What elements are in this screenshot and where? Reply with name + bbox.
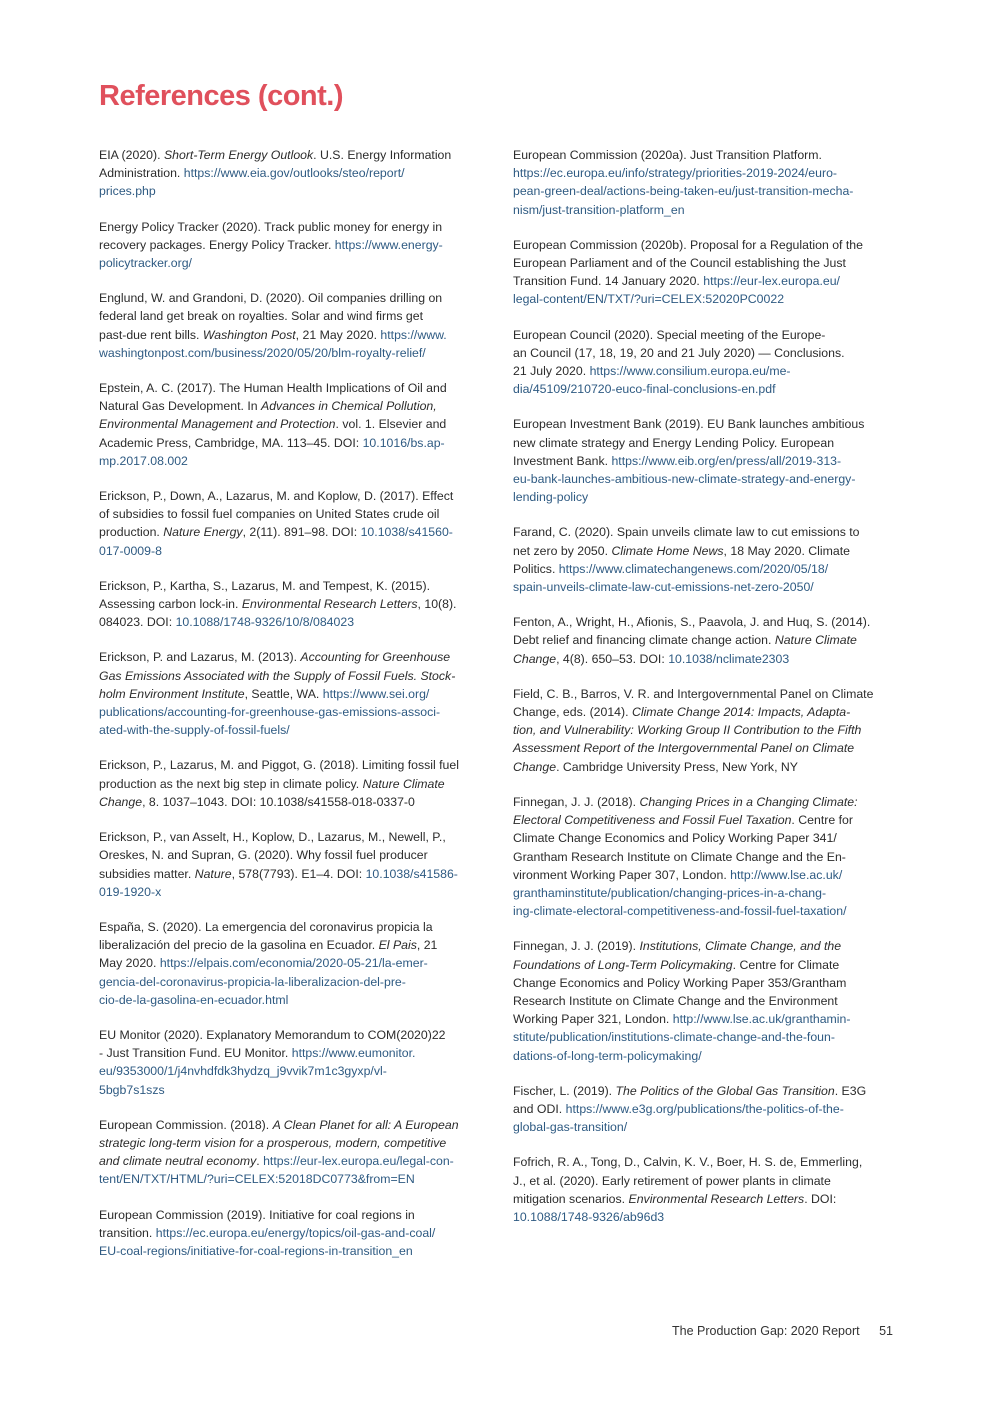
reference-entry [99, 146, 481, 201]
reference-text: . [256, 1154, 264, 1169]
reference-text: . Centre for Climate Change Economics and Policy Working Paper 353/Grantham Research Institute on Climate Change and the Environment Working Paper 321, London. [513, 957, 847, 1027]
reference-text: España, S. (2020). La emergencia del coronavirus propicia la liberalización del precio de la gasolina en Ecuador. [99, 919, 433, 953]
reference-title: The Politics of the Global Gas Transition [615, 1083, 835, 1098]
reference-text: Englund, W. and Grandoni, D. (2020). Oil companies drilling on federal land get break on royalties. Solar and wind firms get past-due rent bills. [99, 291, 443, 342]
reference-title: Institutions, Climate Change, and the Foundations of Long-Term Policymaking [513, 939, 842, 972]
reference-entry [99, 1206, 481, 1261]
reference-text: . Centre for Climate Change Economics and Policy Working Paper 341/ Grantham Research Institute on Climate Change and the En- vironment Working Paper 307, London. [513, 813, 853, 882]
reference-text: , Seattle, WA. [244, 686, 323, 701]
reference-text: Energy Policy Tracker (2020). Track public money for energy in recovery packages. Energy Policy Tracker. [99, 219, 443, 252]
reference-link[interactable]: https://ec.europa.eu/energy/topics/oil-gas-and-coal/ EU-coal-regions/initiative-for-coal-regions-in-transition_en [99, 1225, 436, 1258]
reference-text: European Council (2020). Special meeting of the Europe- an Council (17, 18, 19, 20 and 21 July 2020) — Conclusions. 21 July 2020. [513, 327, 845, 379]
reference-text: . E3G and ODI. [513, 1083, 867, 1116]
reference-link[interactable]: 10.1088/1748-9326/ab96d3 [513, 1209, 665, 1224]
reference-text: , 2(11). 891–98. DOI: [242, 525, 361, 540]
reference-link[interactable]: https://eur-lex.europa.eu/legal-con- tent/EN/TXT/HTML/?uri=CELEX:52018DC0773&from=EN [99, 1154, 454, 1187]
reference-text: Erickson, P., Kartha, S., Lazarus, M. and Tempest, K. (2015). Assessing carbon lock-in. [99, 578, 431, 612]
reference-entry [99, 577, 481, 632]
reference-link[interactable]: https://www.climatechangenews.com/2020/05/18/ spain-unveils-climate-law-cut-emissions-net-zero-2050/ [513, 561, 829, 595]
reference-text: Epstein, A. C. (2017). The Human Health Implications of Oil and Natural Gas Development. In [99, 381, 447, 414]
reference-link[interactable]: https://ec.europa.eu/info/strategy/priorities-2019-2024/euro- pean-green-deal/actions-being-taken-eu/just-transition-mecha- nism/just-transition-platform_en [513, 166, 854, 217]
reference-entry [99, 1026, 481, 1099]
reference-text: European Commission (2020a). Just Transition Platform. [513, 148, 822, 162]
references-left-column [99, 146, 481, 1277]
reference-text: , 10(8). 084023. DOI: [99, 597, 457, 630]
reference-link[interactable]: https://eur-lex.europa.eu/ legal-content/EN/TXT/?uri=CELEX:52020PC0022 [513, 274, 840, 307]
reference-entry [99, 756, 481, 811]
reference-link[interactable]: http://www.lse.ac.uk/granthamin- stitute/publication/institutions-climate-change-and-the-foun- dations-of-long-term-policymaking/ [513, 1012, 851, 1063]
reference-link[interactable]: https://www.e3g.org/publications/the-politics-of-the- global-gas-transition/ [513, 1101, 844, 1135]
reference-title: El Pais [378, 938, 417, 953]
reference-title: Environmental Research Letters [241, 597, 418, 612]
reference-text: European Investment Bank (2019). EU Bank launches ambitious new climate strategy and Energy Lending Policy. European Investment Bank. [513, 417, 865, 468]
reference-text: , 578(7793). E1–4. DOI: [231, 866, 366, 881]
reference-entry [99, 379, 481, 470]
reference-entry [99, 487, 481, 560]
reference-title: Accounting for Greenhouse Gas Emissions Associated with the Supply of Fossil Fuels. Stock- holm Environment Institute [99, 650, 456, 701]
reference-entry [513, 415, 895, 506]
reference-text: , 21 May 2020. [99, 938, 438, 971]
report-title: The Production Gap: 2020 Report [671, 1324, 860, 1338]
reference-text: Erickson, P. and Lazarus, M. (2013). [99, 650, 301, 665]
page-footer [672, 1324, 893, 1338]
reference-title: A Clean Planet for all: A European strategic long-term vision for a prosperous, modern, competitive and climate neutral economy [99, 1117, 459, 1169]
reference-title: Nature Climate Change [513, 633, 857, 666]
reference-text: , 21 May 2020. [295, 327, 381, 342]
reference-text: . Cambridge University Press, New York, NY [556, 759, 798, 774]
reference-text: Erickson, P., van Asselt, H., Koplow, D., Lazarus, M., Newell, P., Oreskes, N. and Supran, G. (2020). Why fossil fuel producer subsidies matter. [99, 830, 446, 881]
page-title: References (cont.) [99, 80, 344, 112]
reference-title: Changing Prices in a Changing Climate: Electoral Competitiveness and Fossil Fuel Taxation [513, 794, 858, 828]
reference-entry [513, 685, 895, 776]
reference-text: . vol. 1. Elsevier and Academic Press, Cambridge, MA. 113–45. DOI: [99, 417, 447, 450]
reference-entry [99, 289, 481, 362]
reference-title: Nature Climate Change [99, 776, 445, 809]
reference-title: Climate Home News [611, 543, 724, 558]
reference-link[interactable]: https://www.eumonitor. eu/9353000/1/j4nvhdfdk3hydzq_j9vvik7m1c3gyxp/vl- 5bgb7s1szs [99, 1046, 416, 1097]
reference-text: , 18 May 2020. Climate Politics. [513, 543, 850, 576]
reference-entry [99, 218, 481, 273]
reference-link[interactable]: https://www.energy- policytracker.org/ [99, 237, 443, 271]
reference-text: European Commission (2019). Initiative for coal regions in transition. [99, 1207, 415, 1240]
reference-text: , 4(8). 650–53. DOI: [556, 651, 669, 666]
reference-entry [99, 648, 481, 739]
reference-entry [99, 828, 481, 901]
reference-entry [513, 1082, 895, 1137]
reference-text: EIA (2020). [99, 148, 164, 162]
reference-title: Short-Term Energy Outlook [163, 148, 314, 162]
reference-title: Nature Energy [163, 525, 243, 540]
reference-entry [513, 326, 895, 399]
reference-title: Nature [194, 866, 232, 881]
reference-text: Finnegan, J. J. (2019). [513, 939, 640, 954]
reference-link[interactable]: http://www.lse.ac.uk/ granthaminstitute/publication/changing-prices-in-a-chang- ing-climate-electoral-competitiveness-and-fossil-fuel-taxation/ [513, 867, 847, 919]
page-number: 51 [879, 1324, 893, 1338]
reference-link[interactable]: https://www.eia.gov/outlooks/steo/report/ prices.php [99, 166, 405, 199]
reference-link[interactable]: 10.1038/s41560- 017-0009-8 [99, 525, 453, 558]
reference-link[interactable]: 10.1038/s41586- 019-1920-x [99, 866, 458, 899]
reference-entry [513, 793, 895, 920]
reference-link[interactable]: https://elpais.com/economia/2020-05-21/la-emer- gencia-del-coronavirus-propicia-la-liberalizacion-del-pre- cio-de-la-gasolina-en-ecuador.html [99, 956, 428, 1007]
reference-link[interactable]: 10.1088/1748-9326/10/8/084023 [175, 615, 355, 630]
reference-text: Fenton, A., Wright, H., Afionis, S., Paavola, J. and Huq, S. (2014). Debt relief and financing climate change action. [513, 615, 871, 648]
reference-link[interactable]: https://www.eib.org/en/press/all/2019-313- eu-bank-launches-ambitious-new-climate-strategy-and-energy- lending-policy [513, 453, 856, 505]
reference-text: Finnegan, J. J. (2018). [513, 794, 640, 809]
reference-text: Field, C. B., Barros, V. R. and Intergovernmental Panel on Climate Change, eds. (2014). [513, 686, 874, 720]
reference-text: EU Monitor (2020). Explanatory Memorandum to COM(2020)22 - Just Transition Fund. EU Monitor. [99, 1027, 446, 1061]
reference-text: Fischer, L. (2019). [513, 1083, 616, 1098]
reference-link[interactable]: https://www. washingtonpost.com/business/2020/05/20/blm-royalty-relief/ [99, 327, 447, 360]
reference-entry [513, 523, 895, 596]
references-right-column [513, 146, 895, 1243]
reference-entry [513, 1153, 895, 1226]
reference-title: Climate Change 2014: Impacts, Adapta- tion, and Vulnerability: Working Group II Contribution to the Fifth Assessment Report of the Intergovernmental Panel on Climate Change [513, 705, 862, 774]
reference-title: Advances in Chemical Pollution, Environmental Management and Protection [99, 399, 437, 432]
reference-text: . U.S. Energy Information Administration. [99, 148, 452, 181]
reference-text: European Commission (2020b). Proposal for a Regulation of the European Parliament and of the Council establishing the Just Transition Fund. 14 January 2020. [513, 237, 863, 289]
reference-text: . DOI: [804, 1191, 837, 1206]
reference-text: Fofrich, R. A., Tong, D., Calvin, K. V., Boer, H. S. de, Emmerling, J., et al. (2020). Early retirement of power plants in climate mitigation scenarios. [513, 1155, 863, 1206]
reference-title: Environmental Research Letters [628, 1191, 805, 1206]
reference-entry [513, 937, 895, 1064]
reference-text: Farand, C. (2020). Spain unveils climate law to cut emissions to net zero by 2050. [513, 525, 860, 558]
reference-title: Washington Post [202, 327, 296, 342]
reference-entry [513, 236, 895, 309]
reference-link[interactable]: https://www.sei.org/ publications/accounting-for-greenhouse-gas-emissions-associ- ated-with-the-supply-of-fossil-fuels/ [99, 686, 441, 738]
reference-link[interactable]: https://www.consilium.europa.eu/me- dia/45109/210720-euco-final-conclusions-en.pdf [513, 364, 791, 397]
reference-link[interactable]: 10.1016/bs.ap- mp.2017.08.002 [99, 435, 445, 468]
reference-link[interactable]: 10.1038/nclimate2303 [668, 651, 790, 666]
reference-entry [99, 1116, 481, 1189]
reference-text: Erickson, P., Lazarus, M. and Piggot, G. (2018). Limiting fossil fuel production as the next big step in climate policy. [99, 758, 459, 791]
reference-text: , 8. 1037–1043. DOI: 10.1038/s41558-018-0337-0 [142, 794, 415, 809]
reference-entry [99, 918, 481, 1009]
reference-text: Erickson, P., Down, A., Lazarus, M. and Koplow, D. (2017). Effect of subsidies to fossil fuel companies on United States crude oil production. [99, 489, 454, 540]
reference-text: European Commission. (2018). [99, 1117, 273, 1132]
reference-entry [513, 613, 895, 668]
reference-entry [513, 146, 895, 219]
